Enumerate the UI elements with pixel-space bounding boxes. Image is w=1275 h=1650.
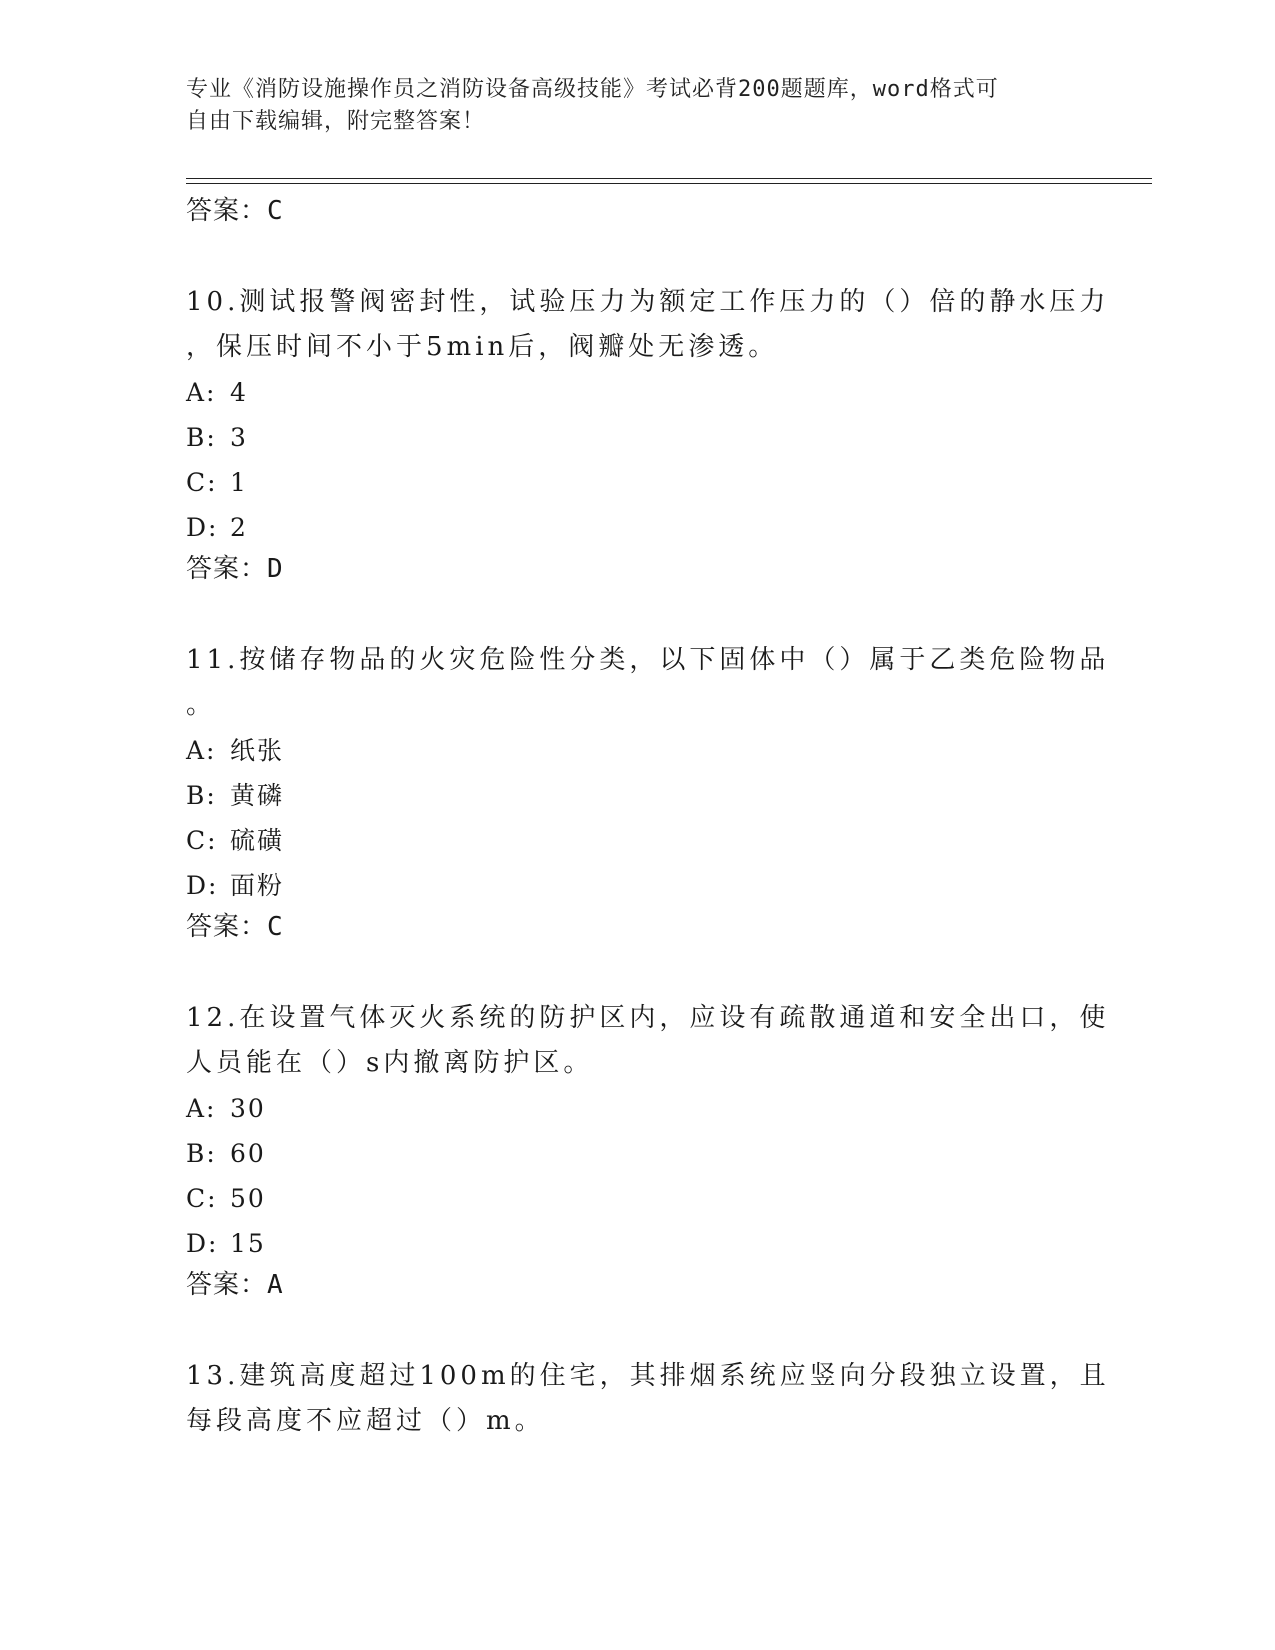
option-letter: B:: [186, 781, 217, 810]
stem-line: 12.在设置气体灭火系统的防护区内，应设有疏散通道和安全出口，使: [186, 1003, 1110, 1033]
option-text: 纸张: [230, 736, 285, 765]
stem-line: 。: [186, 690, 217, 720]
option-letter: D:: [186, 1229, 219, 1258]
option-text: 15: [230, 1229, 266, 1258]
question-13: [186, 1354, 1110, 1444]
option-letter: A:: [186, 1094, 217, 1123]
header-line: 自由下载编辑，附完整答案！: [186, 109, 486, 134]
answer-value: A: [267, 1270, 284, 1300]
option-text: 硫磺: [230, 826, 285, 855]
option-letter: A:: [186, 736, 217, 765]
answer-line: [186, 908, 1086, 946]
answer-value: D: [267, 554, 284, 584]
question-list: [186, 192, 1110, 1444]
question-stem: [186, 280, 1110, 370]
header-line: 专业《消防设施操作员之消防设备高级技能》考试必背200题题库，word格式可: [186, 77, 999, 102]
option-d: [186, 863, 1086, 908]
option-c: [186, 460, 1086, 505]
option-c: [186, 1176, 1086, 1221]
option-text: 面粉: [230, 871, 285, 900]
question-stem: [186, 1354, 1110, 1444]
option-letter: B:: [186, 1139, 217, 1168]
option-text: 2: [230, 513, 248, 542]
option-b: [186, 1131, 1086, 1176]
answer-line: [186, 1266, 1086, 1304]
option-d: [186, 1221, 1086, 1266]
document-header: [186, 74, 1066, 138]
stem-line: 13.建筑高度超过100m的住宅，其排烟系统应竖向分段独立设置，且: [186, 1361, 1110, 1391]
stem-line: 人员能在（）s内撤离防护区。: [186, 1048, 594, 1078]
header-divider-top: [186, 178, 1152, 179]
stem-line: ，保压时间不小于5min后，阀瓣处无渗透。: [186, 332, 779, 362]
stem-line: 11.按储存物品的火灾危险性分类，以下固体中（）属于乙类危险物品: [186, 645, 1110, 675]
header-divider-bottom: [186, 183, 1152, 184]
option-b: [186, 773, 1086, 818]
option-letter: A:: [186, 378, 217, 407]
stem-line: 每段高度不应超过（）m。: [186, 1406, 545, 1436]
option-letter: C:: [186, 468, 218, 497]
answer-label: 答案：: [186, 554, 268, 584]
option-text: 黄磷: [230, 781, 285, 810]
answer-line: [186, 550, 1086, 588]
option-b: [186, 415, 1086, 460]
stem-line: 10.测试报警阀密封性，试验压力为额定工作压力的（）倍的静水压力: [186, 287, 1110, 317]
option-text: 1: [230, 468, 248, 497]
answer-label: 答案：: [186, 196, 268, 226]
option-text: 4: [230, 378, 248, 407]
option-a: [186, 728, 1086, 773]
option-d: [186, 505, 1086, 550]
answer-label: 答案：: [186, 1270, 268, 1300]
option-letter: C:: [186, 826, 218, 855]
question-stem: [186, 638, 1110, 728]
question-11: [186, 638, 1110, 946]
option-letter: B:: [186, 423, 217, 452]
option-text: 3: [230, 423, 248, 452]
option-text: 60: [230, 1139, 266, 1168]
option-text: 50: [230, 1184, 266, 1213]
option-letter: D:: [186, 513, 219, 542]
option-letter: C:: [186, 1184, 218, 1213]
question-10: [186, 280, 1110, 588]
option-text: 30: [230, 1094, 266, 1123]
question-12: [186, 996, 1110, 1304]
answer-value: C: [267, 196, 284, 226]
option-letter: D:: [186, 871, 219, 900]
answer-label: 答案：: [186, 912, 268, 942]
option-c: [186, 818, 1086, 863]
question-stem: [186, 996, 1110, 1086]
answer-line: [186, 192, 1086, 230]
option-a: [186, 1086, 1086, 1131]
answer-value: C: [267, 912, 284, 942]
option-a: [186, 370, 1086, 415]
